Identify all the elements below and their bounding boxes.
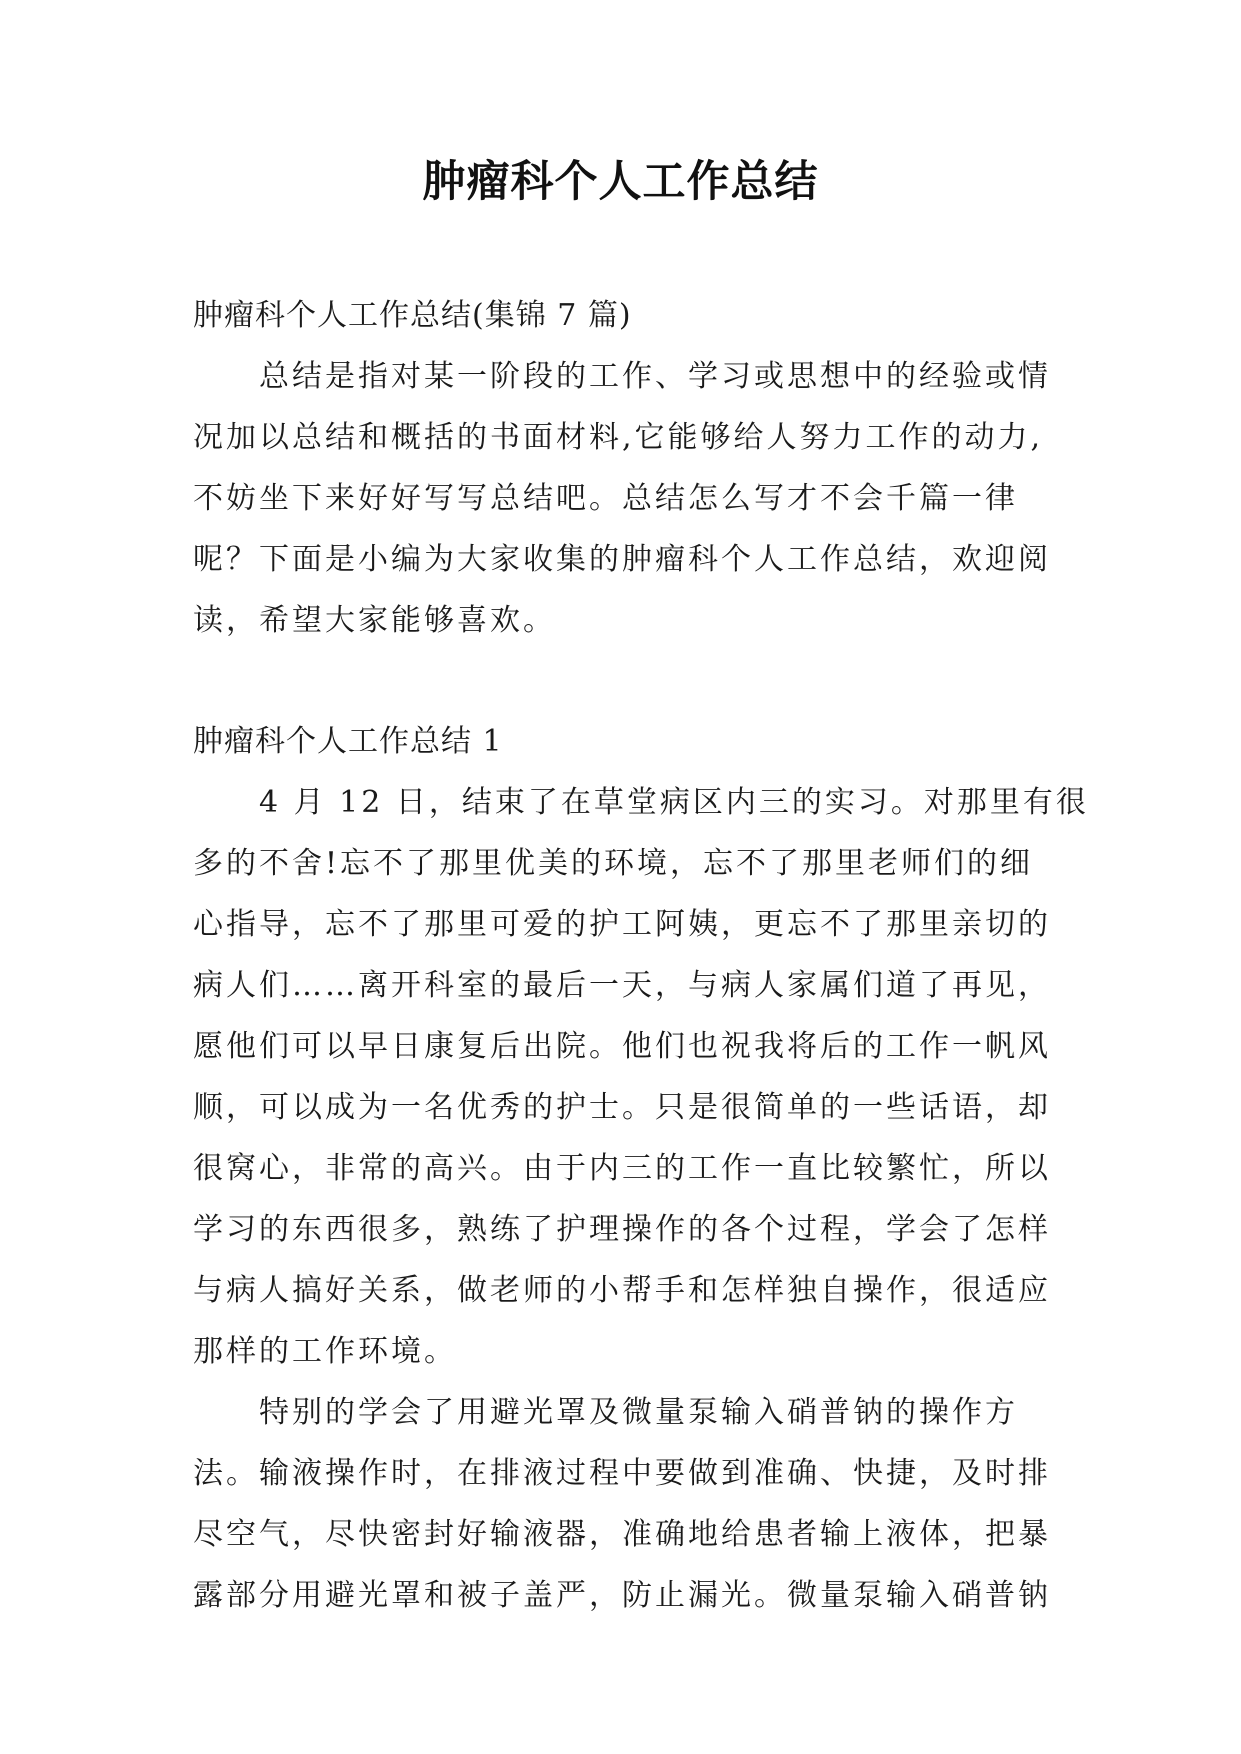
page-title: 肿瘤科个人工作总结: [422, 157, 819, 207]
intro-heading: 肿瘤科个人工作总结(集锦 7 篇): [193, 298, 632, 333]
intro-line: 不妨坐下来好好写写总结吧。总结怎么写才不会千篇一律: [193, 481, 1018, 516]
section1-para2-line: 法。输液操作时，在排液过程中要做到准确、快捷，及时排: [193, 1456, 1051, 1491]
section1-para1-line: 心指导，忘不了那里可爱的护工阿姨，更忘不了那里亲切的: [193, 907, 1051, 942]
section1-para2-line: 特别的学会了用避光罩及微量泵输入硝普钠的操作方: [259, 1395, 1018, 1430]
intro-line: 呢？下面是小编为大家收集的肿瘤科个人工作总结，欢迎阅: [193, 542, 1051, 577]
section1-para1-line: 与病人搞好关系，做老师的小帮手和怎样独自操作，很适应: [193, 1273, 1051, 1308]
section1-para1-line: 多的不舍!忘不了那里优美的环境，忘不了那里老师们的细: [193, 846, 1034, 881]
document-body: [193, 285, 1089, 1626]
section1-heading: 肿瘤科个人工作总结 1: [193, 724, 503, 759]
section1-para1-line: 顺，可以成为一名优秀的护士。只是很简单的一些话语，却: [193, 1090, 1051, 1125]
section1-para1-line: 病人们……离开科室的最后一天，与病人家属们道了再见，: [193, 968, 1051, 1003]
section1-para1-line: 很窝心，非常的高兴。由于内三的工作一直比较繁忙，所以: [193, 1151, 1051, 1186]
section-spacer: [193, 651, 1059, 711]
section1-para1-line: 那样的工作环境。: [193, 1334, 457, 1369]
intro-line: 况加以总结和概括的书面材料,它能够给人努力工作的动力,: [193, 420, 1044, 455]
intro-line: 总结是指对某一阶段的工作、学习或思想中的经验或情: [259, 359, 1051, 394]
section1-para2-line: 尽空气，尽快密封好输液器，准确地给患者输上液体，把暴: [193, 1517, 1051, 1552]
intro-line: 读，希望大家能够喜欢。: [193, 603, 556, 638]
section1-para2-line: 露部分用避光罩和被子盖严，防止漏光。微量泵输入硝普钠: [193, 1578, 1051, 1613]
section1-para1-line: 4 月 12 日，结束了在草堂病区内三的实习。对那里有很: [259, 785, 1089, 820]
section1-para1-line: 学习的东西很多，熟练了护理操作的各个过程，学会了怎样: [193, 1212, 1051, 1247]
section1-para1-line: 愿他们可以早日康复后出院。他们也祝我将后的工作一帆风: [193, 1029, 1051, 1064]
